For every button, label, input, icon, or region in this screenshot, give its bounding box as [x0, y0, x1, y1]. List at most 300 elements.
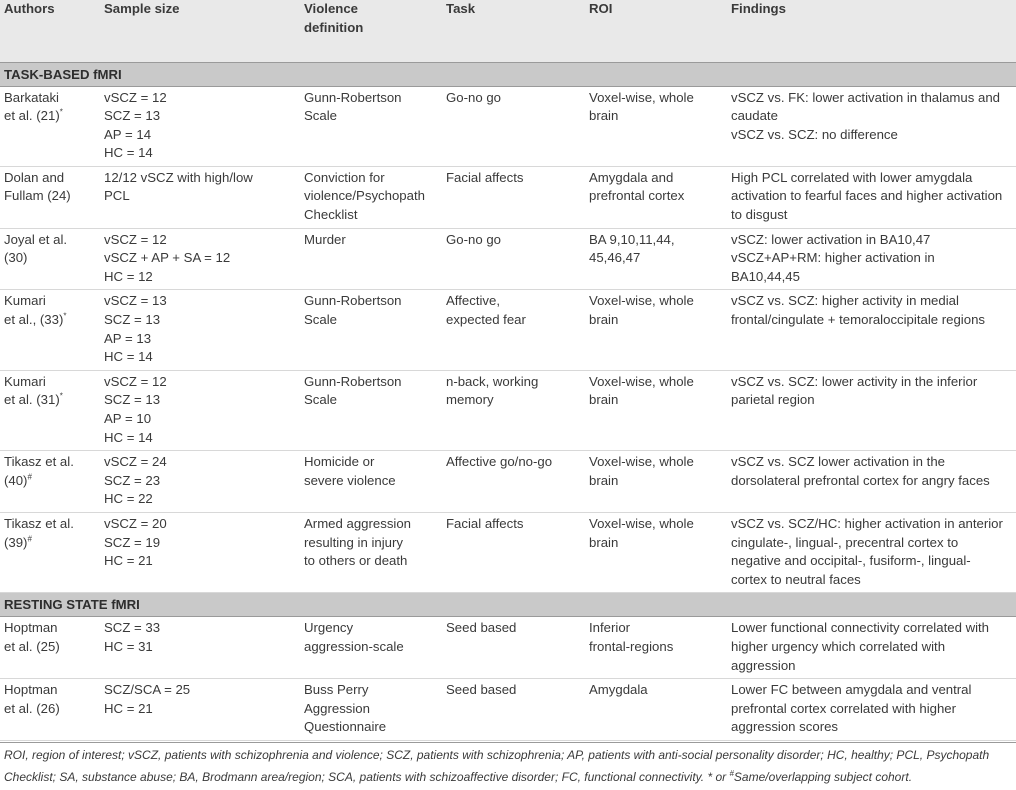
cell-task-line	[446, 89, 589, 108]
cell-violence-definition-line	[304, 718, 446, 737]
cell-roi-line	[589, 231, 731, 250]
cell-authors-text: (30)	[4, 250, 28, 266]
cell-authors-line	[4, 619, 104, 638]
cell-violence-definition	[304, 228, 446, 290]
cell-roi-line	[589, 619, 731, 638]
cell-roi-line	[589, 391, 731, 410]
cell-sample-size-line	[104, 429, 304, 448]
cell-sample-size	[104, 451, 304, 513]
cell-findings-line	[731, 571, 1016, 590]
cell-sample-size-line	[104, 534, 304, 553]
cell-sample-size-text: SCZ = 23	[104, 472, 161, 488]
cell-violence-definition-text: Conviction for	[304, 169, 385, 185]
cell-sample-size-line	[104, 89, 304, 108]
cell-roi-text: prefrontal cortex	[589, 188, 685, 204]
header-roi: ROI	[589, 0, 731, 62]
table-row	[0, 290, 1016, 370]
cell-authors-text: Kumari	[4, 293, 46, 309]
cell-findings-line	[731, 638, 1016, 657]
cell-roi-line	[589, 311, 731, 330]
cell-sample-size-text: vSCZ + AP + SA = 12	[104, 250, 231, 266]
cell-authors-line	[4, 638, 104, 657]
cell-violence-definition-text: resulting in injury	[304, 534, 403, 550]
cell-authors-text: Dolan and	[4, 169, 65, 185]
cell-sample-size-line	[104, 453, 304, 472]
cell-violence-definition-text: severe violence	[304, 472, 396, 488]
cell-violence-definition-text: Homicide or	[304, 454, 375, 470]
section-header-row	[0, 62, 1016, 86]
cell-sample-size-text: SCZ = 13	[104, 312, 161, 328]
cell-sample-size-line	[104, 126, 304, 145]
cell-violence-definition-line	[304, 515, 446, 534]
table-row	[0, 512, 1016, 592]
footnote-line-2-end: Same/overlapping subject cohort.	[733, 769, 913, 784]
cell-findings-text: aggression	[731, 657, 796, 673]
cell-findings-text: prefrontal cortex correlated with higher	[731, 700, 957, 716]
cell-sample-size-text: 12/12 vSCZ with high/low	[104, 169, 253, 185]
cell-task	[446, 228, 589, 290]
cell-roi-text: brain	[589, 312, 619, 328]
table-header-row	[0, 0, 1016, 62]
cell-authors-line	[4, 311, 104, 330]
cell-roi-text: Inferior	[589, 620, 631, 636]
cell-violence-definition-text: Gunn-Robertson	[304, 293, 402, 309]
cell-violence-definition-line	[304, 681, 446, 700]
cell-sample-size-line	[104, 187, 304, 206]
cell-sample-size-text: HC = 12	[104, 268, 153, 284]
cell-violence-definition	[304, 86, 446, 166]
cell-roi-line	[589, 472, 731, 491]
cell-violence-definition-line	[304, 619, 446, 638]
cell-sample-size-line	[104, 249, 304, 268]
cell-findings-text: vSCZ vs. SCZ: lower activity in the inferior	[731, 373, 978, 389]
cell-sample-size	[104, 370, 304, 450]
cell-findings-text: vSCZ vs. FK: lower activation in thalamus and	[731, 89, 1000, 105]
cell-sample-size	[104, 228, 304, 290]
cell-authors-text: Barkataki	[4, 89, 59, 105]
cell-findings	[731, 290, 1016, 370]
cohort-marker: #	[27, 472, 32, 482]
cell-authors-line	[4, 373, 104, 392]
cell-task	[446, 290, 589, 370]
cell-findings-text: negative and occipital-, fusiform-, lingual-	[731, 553, 971, 569]
cell-sample-size	[104, 86, 304, 166]
cell-authors-text: Joyal et al.	[4, 231, 68, 247]
cell-sample-size-text: HC = 21	[104, 700, 153, 716]
cell-sample-size-line	[104, 681, 304, 700]
cell-findings-text: vSCZ vs. SCZ: no difference	[731, 126, 898, 142]
cell-sample-size-text: HC = 14	[104, 349, 153, 365]
cell-violence-definition-text: Gunn-Robertson	[304, 89, 402, 105]
table-row	[0, 679, 1016, 741]
cell-task-text: Affective,	[446, 293, 500, 309]
cell-violence-definition-text: Buss Perry	[304, 682, 369, 698]
cell-roi-line	[589, 534, 731, 553]
cell-authors-line	[4, 169, 104, 188]
cell-sample-size	[104, 679, 304, 741]
cell-violence-definition-line	[304, 373, 446, 392]
cell-task-line	[446, 619, 589, 638]
cell-violence-definition-line	[304, 89, 446, 108]
cell-violence-definition-text: aggression-scale	[304, 638, 404, 654]
cell-findings	[731, 86, 1016, 166]
cell-violence-definition-text: Murder	[304, 231, 346, 247]
cell-authors-line	[4, 391, 104, 410]
cell-sample-size-text: vSCZ = 24	[104, 454, 167, 470]
cell-violence-definition-line	[304, 534, 446, 553]
cell-task-text: Affective go/no-go	[446, 454, 553, 470]
cell-sample-size-line	[104, 638, 304, 657]
cell-sample-size-text: AP = 10	[104, 411, 152, 426]
cell-findings-line	[731, 472, 1016, 491]
cell-findings	[731, 228, 1016, 290]
cell-task	[446, 617, 589, 679]
cell-findings-text: vSCZ: lower activation in BA10,47	[731, 231, 931, 247]
table-row	[0, 370, 1016, 450]
cell-authors	[0, 679, 104, 741]
cell-task-text: Seed based	[446, 682, 517, 698]
cell-findings-text: caudate	[731, 108, 778, 124]
cell-sample-size-line	[104, 472, 304, 491]
table-row	[0, 228, 1016, 290]
cell-violence-definition-line	[304, 187, 446, 206]
cell-sample-size	[104, 166, 304, 228]
cell-authors-line	[4, 292, 104, 311]
cell-findings	[731, 370, 1016, 450]
cell-roi	[589, 86, 731, 166]
cell-task-line	[446, 373, 589, 392]
cell-findings-line	[731, 292, 1016, 311]
cell-authors-line	[4, 231, 104, 250]
cell-authors	[0, 166, 104, 228]
table-row	[0, 617, 1016, 679]
cell-violence-definition	[304, 512, 446, 592]
cell-findings-text: vSCZ+AP+RM: higher activation in	[731, 250, 935, 266]
cell-sample-size-text: PCL	[104, 188, 130, 204]
cohort-marker: *	[59, 107, 63, 117]
cell-task	[446, 512, 589, 592]
cell-roi-line	[589, 89, 731, 108]
cell-authors-line	[4, 534, 104, 553]
cell-task-line	[446, 292, 589, 311]
cell-roi-text: Amygdala and	[589, 169, 674, 185]
cell-findings-text: Lower FC between amygdala and ventral	[731, 682, 972, 698]
cell-roi	[589, 290, 731, 370]
cell-violence-definition-text: Scale	[304, 108, 337, 124]
cell-sample-size-line	[104, 700, 304, 719]
cell-task-text: Facial affects	[446, 515, 524, 531]
cell-sample-size-text: vSCZ = 13	[104, 293, 167, 309]
cell-findings-line	[731, 700, 1016, 719]
footnote-line-1: ROI, region of interest; vSCZ, patients with schizophrenia and violence; SCZ, patients with schizophrenia; AP, patients with anti-social personality disorder; HC, healthy; PCL, Psychopath	[4, 748, 990, 762]
cell-task	[446, 679, 589, 741]
cell-roi	[589, 679, 731, 741]
cell-authors	[0, 86, 104, 166]
cell-roi-line	[589, 681, 731, 700]
cell-roi-text: 45,46,47	[589, 250, 641, 266]
cell-findings-line	[731, 231, 1016, 250]
cell-task-line	[446, 231, 589, 250]
cell-roi-line	[589, 169, 731, 188]
cell-findings-line	[731, 107, 1016, 126]
table-body	[0, 62, 1016, 740]
cell-sample-size-text: vSCZ = 12	[104, 373, 167, 389]
cell-violence-definition-text: to others or death	[304, 553, 408, 569]
cell-task-line	[446, 681, 589, 700]
cell-violence-definition	[304, 370, 446, 450]
cell-authors-text: Hoptman	[4, 682, 58, 698]
cell-roi-text: Voxel-wise, whole	[589, 373, 694, 389]
cell-violence-definition-text: Questionnaire	[304, 719, 387, 735]
cell-task-text: memory	[446, 392, 494, 408]
cell-authors-line	[4, 187, 104, 206]
cell-authors	[0, 228, 104, 290]
cell-violence-definition	[304, 679, 446, 741]
cell-authors-text: Tikasz et al.	[4, 515, 74, 531]
table-footnote	[4, 747, 1012, 786]
cell-violence-definition-line	[304, 169, 446, 188]
cell-authors-line	[4, 453, 104, 472]
cell-roi-text: BA 9,10,11,44,	[589, 231, 675, 247]
cell-roi-text: Voxel-wise, whole	[589, 293, 694, 309]
cell-roi-text: Voxel-wise, whole	[589, 454, 694, 470]
cell-findings-line	[731, 187, 1016, 206]
cell-authors-text: et al. (26)	[4, 700, 60, 716]
cell-authors-line	[4, 515, 104, 534]
cell-authors-line	[4, 700, 104, 719]
cell-task-text: Seed based	[446, 620, 517, 636]
cell-sample-size	[104, 512, 304, 592]
cell-sample-size-text: HC = 14	[104, 429, 153, 445]
cell-sample-size-text: vSCZ = 12	[104, 231, 167, 247]
cell-findings-line	[731, 249, 1016, 268]
cell-findings-line	[731, 89, 1016, 108]
cell-findings-line	[731, 453, 1016, 472]
cell-sample-size-line	[104, 619, 304, 638]
cell-task-text: Go-no go	[446, 231, 501, 247]
cell-violence-definition-line	[304, 391, 446, 410]
cell-task	[446, 451, 589, 513]
cell-violence-definition-line	[304, 292, 446, 311]
cell-sample-size-text: SCZ = 19	[104, 534, 161, 550]
cell-roi	[589, 512, 731, 592]
cell-authors-text: Kumari	[4, 373, 46, 389]
cell-findings-text: High PCL correlated with lower amygdala	[731, 169, 973, 185]
table-bottom-rule	[0, 742, 1016, 743]
header-findings: Findings	[731, 0, 1016, 62]
cohort-marker: #	[27, 534, 32, 544]
cell-task-line	[446, 311, 589, 330]
cell-authors-text: et al., (33)	[4, 312, 64, 328]
cell-violence-definition	[304, 166, 446, 228]
cell-findings-text: cortex to neutral faces	[731, 571, 861, 587]
cell-sample-size-text: HC = 22	[104, 491, 153, 507]
cell-authors	[0, 512, 104, 592]
table-row	[0, 86, 1016, 166]
cell-authors-text: Fullam (24)	[4, 188, 71, 204]
cell-findings-text: vSCZ vs. SCZ/HC: higher activation in anterior	[731, 515, 1003, 531]
cell-sample-size-text: SCZ = 13	[104, 392, 161, 408]
cell-authors	[0, 451, 104, 513]
cell-roi-line	[589, 292, 731, 311]
cell-findings	[731, 451, 1016, 513]
header-sample-size: Sample size	[104, 0, 304, 62]
cell-sample-size-line	[104, 292, 304, 311]
cell-findings-text: vSCZ vs. SCZ lower activation in the	[731, 454, 946, 470]
cell-sample-size-line	[104, 490, 304, 509]
cell-roi-line	[589, 187, 731, 206]
cell-authors	[0, 617, 104, 679]
header-authors: Authors	[0, 0, 104, 62]
cell-findings-line	[731, 311, 1016, 330]
cell-violence-definition-text: violence/Psychopath	[304, 188, 425, 204]
cell-task-line	[446, 169, 589, 188]
cell-violence-definition-line	[304, 700, 446, 719]
cell-findings	[731, 166, 1016, 228]
cell-violence-definition-text: Armed aggression	[304, 515, 412, 531]
cell-findings-text: dorsolateral prefrontal cortex for angry faces	[731, 472, 990, 488]
cell-sample-size-line	[104, 391, 304, 410]
cell-authors-line	[4, 249, 104, 268]
cell-roi-text: brain	[589, 472, 619, 488]
cell-findings-text: aggression scores	[731, 719, 839, 735]
cell-sample-size-text: vSCZ = 12	[104, 89, 167, 105]
cell-violence-definition-text: Scale	[304, 312, 337, 328]
cell-roi-line	[589, 373, 731, 392]
cell-findings-line	[731, 552, 1016, 571]
header-violence-definition: Violence definition	[304, 0, 446, 62]
cell-findings-line	[731, 169, 1016, 188]
cell-authors-text: et al. (31)	[4, 392, 60, 408]
section-title: RESTING STATE fMRI	[0, 593, 1016, 617]
cell-violence-definition-text: Checklist	[304, 207, 358, 223]
cell-findings-line	[731, 718, 1016, 737]
cell-roi	[589, 370, 731, 450]
cell-authors-text: (40)	[4, 472, 28, 488]
cell-findings-line	[731, 515, 1016, 534]
cell-findings-line	[731, 391, 1016, 410]
cell-task	[446, 370, 589, 450]
cell-roi-line	[589, 107, 731, 126]
cell-roi-line	[589, 638, 731, 657]
cell-findings	[731, 617, 1016, 679]
cell-task-text: n-back, working	[446, 373, 539, 389]
cell-findings-text: parietal region	[731, 392, 815, 408]
cell-findings-line	[731, 619, 1016, 638]
cell-authors-text: et al. (25)	[4, 638, 60, 654]
cell-sample-size-text: AP = 14	[104, 126, 152, 142]
section-header-row	[0, 593, 1016, 617]
cell-violence-definition	[304, 290, 446, 370]
cell-findings-text: to disgust	[731, 207, 788, 223]
section-title: TASK-BASED fMRI	[0, 62, 1016, 86]
cell-task-text: Facial affects	[446, 169, 524, 185]
cell-sample-size-text: HC = 14	[104, 145, 153, 161]
cell-findings-line	[731, 373, 1016, 392]
cell-authors-text: et al. (21)	[4, 108, 60, 124]
cell-sample-size-line	[104, 268, 304, 287]
cell-findings	[731, 512, 1016, 592]
header-task: Task	[446, 0, 589, 62]
cell-violence-definition-line	[304, 552, 446, 571]
cell-sample-size-line	[104, 552, 304, 571]
cell-sample-size-line	[104, 348, 304, 367]
cell-task	[446, 86, 589, 166]
cell-findings-line	[731, 268, 1016, 287]
cell-task-line	[446, 391, 589, 410]
cell-sample-size-line	[104, 231, 304, 250]
cell-authors-text: Tikasz et al.	[4, 454, 74, 470]
cell-roi	[589, 451, 731, 513]
cell-findings-text: activation to fearful faces and higher activation	[731, 188, 1003, 204]
cell-roi	[589, 166, 731, 228]
cell-task-text: expected fear	[446, 312, 526, 328]
cell-violence-definition-line	[304, 638, 446, 657]
cohort-marker: *	[63, 311, 67, 321]
cell-sample-size	[104, 617, 304, 679]
cell-findings-line	[731, 206, 1016, 225]
cell-findings	[731, 679, 1016, 741]
cell-sample-size-text: SCZ/SCA = 25	[104, 682, 191, 698]
cell-authors	[0, 370, 104, 450]
table-row	[0, 166, 1016, 228]
cell-authors-text: Hoptman	[4, 620, 58, 636]
cell-violence-definition-line	[304, 311, 446, 330]
cell-sample-size-line	[104, 144, 304, 163]
cell-authors-line	[4, 681, 104, 700]
cell-sample-size-line	[104, 107, 304, 126]
cell-violence-definition-line	[304, 206, 446, 225]
cell-violence-definition-line	[304, 472, 446, 491]
cell-roi-text: Amygdala	[589, 682, 648, 698]
cell-findings-text: higher urgency which correlated with	[731, 638, 946, 654]
cell-roi-text: brain	[589, 108, 619, 124]
cell-authors-line	[4, 472, 104, 491]
cell-sample-size-line	[104, 311, 304, 330]
cell-task	[446, 166, 589, 228]
cell-findings-text: frontal/cingulate + temoraloccipitale regions	[731, 312, 986, 328]
cell-violence-definition-text: Gunn-Robertson	[304, 373, 402, 389]
table-row	[0, 451, 1016, 513]
cell-sample-size-line	[104, 373, 304, 392]
cell-sample-size-text: AP = 13	[104, 330, 152, 346]
cell-task-line	[446, 515, 589, 534]
cell-sample-size-line	[104, 515, 304, 534]
cell-findings-text: cingulate-, lingual-, precentral cortex to	[731, 534, 959, 550]
cell-violence-definition-line	[304, 453, 446, 472]
cell-findings-line	[731, 534, 1016, 553]
cell-sample-size-line	[104, 169, 304, 188]
cell-violence-definition-text: Aggression	[304, 700, 370, 716]
cell-sample-size-line	[104, 330, 304, 349]
cell-roi-line	[589, 453, 731, 472]
cell-violence-definition-line	[304, 107, 446, 126]
cell-roi-text: brain	[589, 392, 619, 408]
cell-findings-line	[731, 126, 1016, 145]
cell-task-line	[446, 453, 589, 472]
footnote-line-2-start: Checklist; SA, substance abuse; BA, Brodmann area/region; SCA, patients with schizoaffective disorder; FC, functional connectivity. * or	[4, 769, 730, 784]
cell-findings-line	[731, 681, 1016, 700]
cell-roi-line	[589, 249, 731, 268]
cell-violence-definition-text: Urgency	[304, 620, 354, 636]
cell-roi-text: Voxel-wise, whole	[589, 515, 694, 531]
cell-violence-definition-text: Scale	[304, 392, 337, 408]
cell-task-text: Go-no go	[446, 89, 501, 105]
cell-roi-text: frontal-regions	[589, 638, 674, 654]
cell-roi-text: Voxel-wise, whole	[589, 89, 694, 105]
cell-violence-definition	[304, 617, 446, 679]
cell-sample-size-text: HC = 31	[104, 638, 153, 654]
